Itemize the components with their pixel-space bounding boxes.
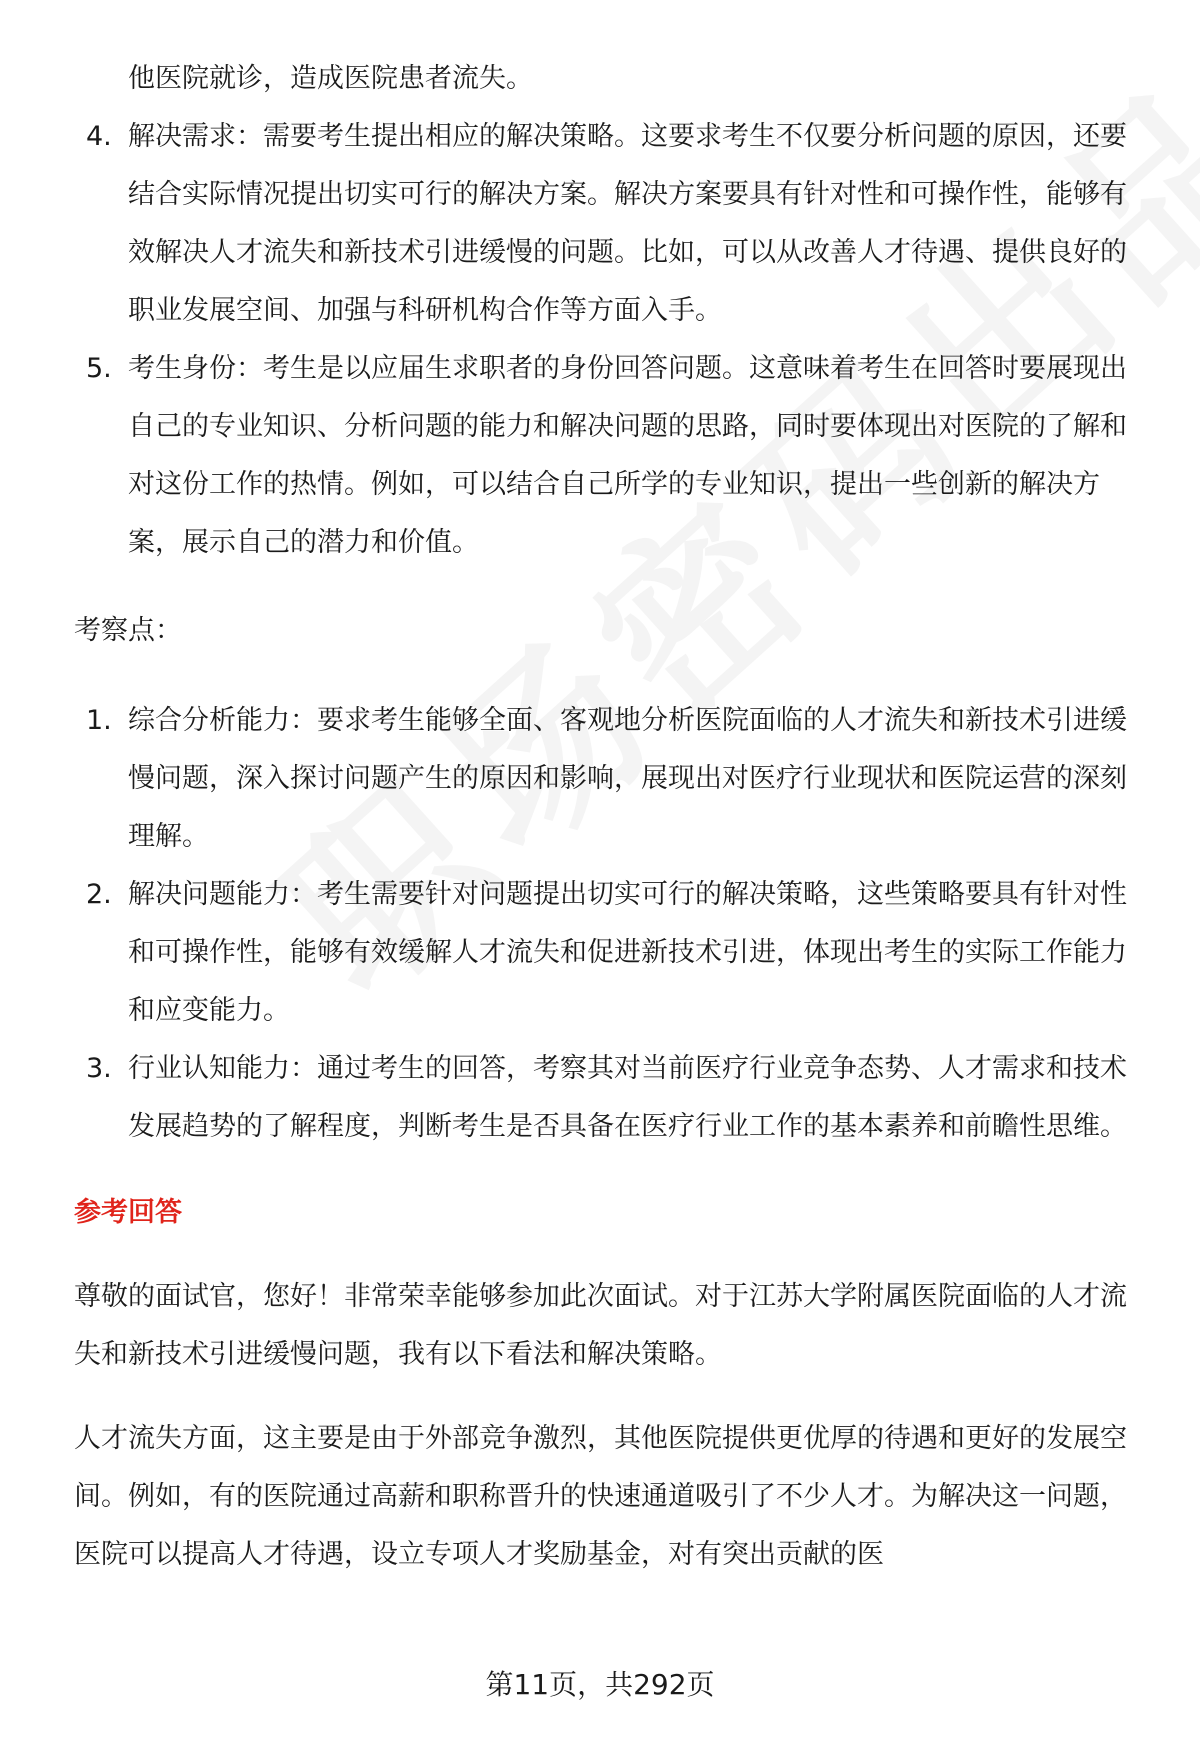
list-item	[74, 108, 1144, 340]
list-item-number: 2.	[86, 879, 112, 910]
list-item-text: 考生身份：考生是以应届生求职者的身份回答问题。这意味着考生在回答时要展现出自己的专业知识、分析问题的能力和解决问题的思路，同时要体现出对医院的了解和对这份工作的热情。例如，可以结合自己所学的专业知识，提出一些创新的解决方案，展示自己的潜力和价值。	[128, 353, 1127, 558]
requirements-list	[74, 108, 1144, 572]
list-item	[74, 340, 1144, 572]
page-content	[74, 50, 1144, 1584]
list-item-text: 综合分析能力：要求考生能够全面、客观地分析医院面临的人才流失和新技术引进缓慢问题，深入探讨问题产生的原因和影响，展现出对医疗行业现状和医院运营的深刻理解。	[128, 705, 1127, 852]
list-item-text: 行业认知能力：通过考生的回答，考察其对当前医疗行业竞争态势、人才需求和技术发展趋势的了解程度，判断考生是否具备在医疗行业工作的基本素养和前瞻性思维。	[128, 1053, 1127, 1142]
list-item-number: 4.	[86, 121, 112, 152]
assessment-points-list	[74, 692, 1144, 1156]
list-item-number: 3.	[86, 1053, 112, 1084]
list-item	[74, 866, 1144, 1040]
continuation-text: 他医院就诊，造成医院患者流失。	[128, 63, 533, 94]
section-title: 参考回答	[74, 1197, 182, 1228]
list-item-text: 解决问题能力：考生需要针对问题提出切实可行的解决策略，这些策略要具有针对性和可操作性，能够有效缓解人才流失和促进新技术引进，体现出考生的实际工作能力和应变能力。	[128, 879, 1127, 1026]
answer-paragraph: 人才流失方面，这主要是由于外部竞争激烈，其他医院提供更优厚的待遇和更好的发展空间。例如，有的医院通过高薪和职称晋升的快速通道吸引了不少人才。为解决这一问题，医院可以提高人才待遇，设立专项人才奖励基金，对有突出贡献的医	[74, 1423, 1127, 1570]
list-item-text: 解决需求：需要考生提出相应的解决策略。这要求考生不仅要分析问题的原因，还要结合实际情况提出切实可行的解决方案。解决方案要具有针对性和可操作性，能够有效解决人才流失和新技术引进缓慢的问题。比如，可以从改善人才待遇、提供良好的职业发展空间、加强与科研机构合作等方面入手。	[128, 121, 1127, 326]
list-item	[74, 1040, 1144, 1156]
list-item-number: 5.	[86, 353, 112, 384]
answer-paragraph: 尊敬的面试官，您好！非常荣幸能够参加此次面试。对于江苏大学附属医院面临的人才流失和新技术引进缓慢问题，我有以下看法和解决策略。	[74, 1281, 1127, 1370]
page-number: 第11页，共292页	[485, 1668, 715, 1701]
list-item	[74, 692, 1144, 866]
list-item-number: 1.	[86, 705, 112, 736]
assessment-points-label: 考察点：	[74, 615, 182, 646]
